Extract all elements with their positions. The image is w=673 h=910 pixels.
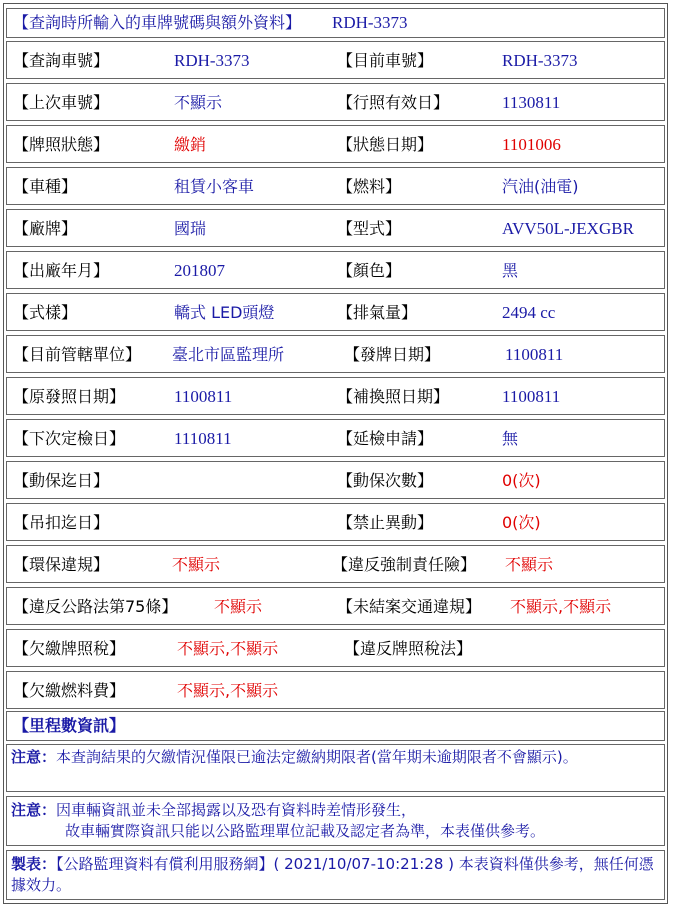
row-label: 【顏色】 bbox=[337, 261, 402, 280]
row-label: 【目前車號】 bbox=[337, 51, 434, 70]
footer-body: 【公路監理資料有償利用服務網】( 2021/10/07-10:21:28 ) 本表資料僅供參考，無任何憑據效力。 bbox=[11, 855, 654, 894]
row-label: 【動保次數】 bbox=[337, 471, 434, 490]
row-label: 【發牌日期】 bbox=[344, 345, 441, 364]
footer-prefix: 製表： bbox=[11, 855, 57, 873]
row-label: 【欠繳牌照稅】 bbox=[13, 639, 126, 658]
info-row bbox=[6, 671, 665, 709]
row-label: 【違反牌照稅法】 bbox=[344, 639, 473, 658]
title-text: 【查詢時所輸入的車牌號碼與額外資料】 bbox=[13, 13, 302, 32]
info-row bbox=[6, 503, 665, 541]
row-value: 2494 cc bbox=[502, 303, 556, 322]
row-label: 【排氣量】 bbox=[337, 303, 418, 322]
title-row bbox=[6, 8, 665, 38]
row-label: 【欠繳燃料費】 bbox=[13, 681, 126, 700]
note2-row bbox=[6, 796, 665, 846]
row-value: 1110811 bbox=[174, 429, 232, 448]
row-label: 【吊扣迄日】 bbox=[13, 513, 110, 532]
row-label: 【燃料】 bbox=[337, 177, 402, 196]
row-label: 【查詢車號】 bbox=[13, 51, 110, 70]
row-value: 不顯示,不顯示 bbox=[510, 597, 612, 616]
row-value: 1101006 bbox=[502, 135, 561, 154]
row-value: 0(次) bbox=[502, 471, 541, 490]
info-row bbox=[6, 545, 665, 583]
row-label: 【補換照日期】 bbox=[337, 387, 450, 406]
row-value: 無 bbox=[502, 429, 519, 448]
row-label: 【禁止異動】 bbox=[337, 513, 434, 532]
row-value: 不顯示 bbox=[505, 555, 554, 574]
row-label: 【行照有效日】 bbox=[337, 93, 450, 112]
row-label: 【出廠年月】 bbox=[13, 261, 110, 280]
row-value: RDH-3373 bbox=[502, 51, 578, 70]
info-row bbox=[6, 125, 665, 163]
row-label: 【式樣】 bbox=[13, 303, 78, 322]
footer-row bbox=[6, 850, 665, 900]
row-value: 租賃小客車 bbox=[174, 177, 255, 196]
mileage-label: 【里程數資訊】 bbox=[13, 716, 126, 735]
row-label: 【狀態日期】 bbox=[337, 135, 434, 154]
note1-text bbox=[11, 747, 659, 768]
info-row bbox=[6, 461, 665, 499]
row-value: 0(次) bbox=[502, 513, 541, 532]
info-row bbox=[6, 293, 665, 331]
info-row bbox=[6, 629, 665, 667]
row-value: 汽油(油電) bbox=[502, 177, 579, 196]
row-value: 黑 bbox=[502, 261, 519, 280]
info-row bbox=[6, 587, 665, 625]
row-label: 【延檢申請】 bbox=[337, 429, 434, 448]
row-value: AVV50L-JEXGBR bbox=[502, 219, 634, 238]
mileage-row bbox=[6, 711, 665, 741]
row-value: 不顯示,不顯示 bbox=[177, 681, 279, 700]
row-value: 1100811 bbox=[502, 387, 561, 406]
note1-prefix: 注意： bbox=[11, 748, 57, 766]
row-value: 不顯示 bbox=[174, 93, 223, 112]
info-row bbox=[6, 335, 665, 373]
row-label: 【違反公路法第75條】 bbox=[13, 597, 178, 616]
row-label: 【牌照狀態】 bbox=[13, 135, 110, 154]
row-label: 【目前管轄單位】 bbox=[13, 345, 142, 364]
info-row bbox=[6, 167, 665, 205]
info-row bbox=[6, 41, 665, 79]
row-label: 【下次定檢日】 bbox=[13, 429, 126, 448]
info-row bbox=[6, 377, 665, 415]
row-value: 不顯示 bbox=[214, 597, 263, 616]
row-value: 國瑞 bbox=[174, 219, 207, 238]
note2-line1: 因車輛資訊並未全部揭露以及恐有資料時差情形發生， bbox=[56, 801, 417, 819]
row-value: 轎式 LED頭燈 bbox=[174, 303, 275, 322]
row-value: 1100811 bbox=[174, 387, 233, 406]
note2-line2: 故車輛實際資訊只能以公路監理單位記載及認定者為準，本表僅供參考。 bbox=[65, 822, 546, 840]
row-label: 【未結案交通違規】 bbox=[337, 597, 482, 616]
row-value: 201807 bbox=[174, 261, 225, 280]
row-value: 臺北市區監理所 bbox=[172, 345, 285, 364]
row-label: 【環保違規】 bbox=[13, 555, 110, 574]
note2-prefix: 注意： bbox=[11, 801, 57, 819]
row-value: 不顯示,不顯示 bbox=[177, 639, 279, 658]
title-plate: RDH-3373 bbox=[332, 13, 408, 32]
note1-row bbox=[6, 744, 665, 792]
row-label: 【型式】 bbox=[337, 219, 402, 238]
row-value: 繳銷 bbox=[174, 135, 207, 154]
info-row bbox=[6, 419, 665, 457]
row-label: 【廠牌】 bbox=[13, 219, 78, 238]
note1-body: 本查詢結果的欠繳情況僅限已逾法定繳納期限者(當年期未逾期限者不會顯示)。 bbox=[56, 748, 578, 766]
note2-text bbox=[11, 800, 659, 842]
info-row bbox=[6, 83, 665, 121]
row-value: 不顯示 bbox=[172, 555, 221, 574]
row-label: 【車種】 bbox=[13, 177, 78, 196]
row-value: 1130811 bbox=[502, 93, 561, 112]
row-label: 【上次車號】 bbox=[13, 93, 110, 112]
info-row bbox=[6, 251, 665, 289]
footer-text bbox=[11, 854, 659, 896]
info-row bbox=[6, 209, 665, 247]
row-value: RDH-3373 bbox=[174, 51, 250, 70]
row-value: 1100811 bbox=[505, 345, 564, 364]
row-label: 【違反強制責任險】 bbox=[332, 555, 477, 574]
row-label: 【動保迄日】 bbox=[13, 471, 110, 490]
row-label: 【原發照日期】 bbox=[13, 387, 126, 406]
